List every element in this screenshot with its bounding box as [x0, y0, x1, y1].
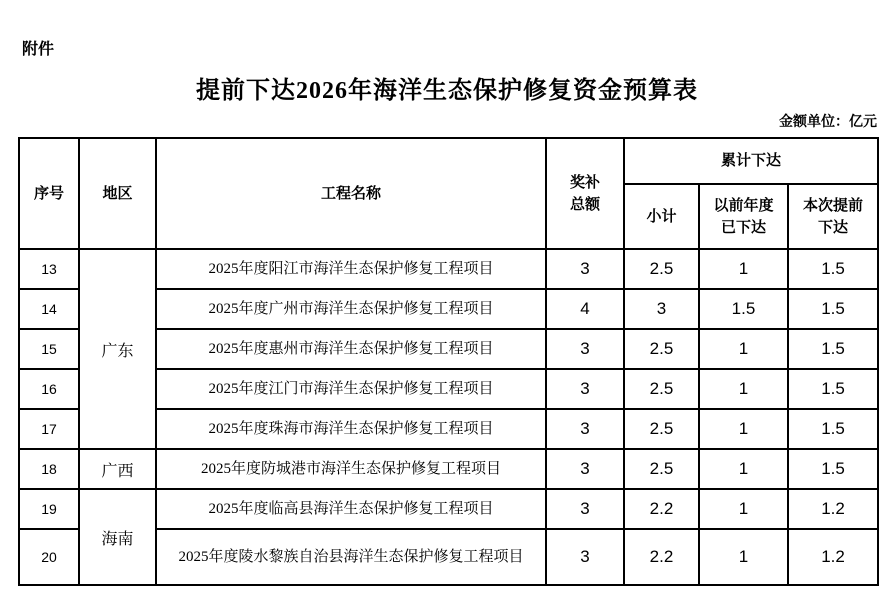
prev-years-cell: 1	[699, 369, 788, 409]
current-advance-cell: 1.5	[788, 449, 878, 489]
index-cell: 16	[19, 369, 79, 409]
current-advance-cell: 1.5	[788, 409, 878, 449]
project-cell: 2025年度陵水黎族自治县海洋生态保护修复工程项目	[156, 529, 546, 585]
current-advance-cell: 1.5	[788, 249, 878, 289]
table-row-18	[19, 449, 878, 489]
subtotal-cell: 2.2	[624, 529, 699, 585]
header-cell-prev-years	[699, 184, 788, 249]
region-cell-hainan: 海南	[79, 489, 156, 585]
prev-years-cell: 1	[699, 529, 788, 585]
index-cell: 20	[19, 529, 79, 585]
project-cell: 2025年度江门市海洋生态保护修复工程项目	[156, 369, 546, 409]
project-cell: 2025年度广州市海洋生态保护修复工程项目	[156, 289, 546, 329]
project-cell: 2025年度防城港市海洋生态保护修复工程项目	[156, 449, 546, 489]
unit-note: 金额单位：亿元	[779, 113, 877, 129]
current-advance-cell: 1.5	[788, 329, 878, 369]
header-cell-award-total	[546, 138, 624, 249]
project-cell: 2025年度阳江市海洋生态保护修复工程项目	[156, 249, 546, 289]
page-title: 提前下达2026年海洋生态保护修复资金预算表	[196, 78, 698, 104]
subtotal-cell: 2.5	[624, 449, 699, 489]
index-cell: 18	[19, 449, 79, 489]
header-cell-project: 工程名称	[156, 138, 546, 249]
award-total-cell: 3	[546, 449, 624, 489]
subtotal-cell: 2.5	[624, 409, 699, 449]
header-cell-prev-years-label: 以前年度已下达	[713, 196, 774, 236]
award-total-cell: 3	[546, 529, 624, 585]
header-cell-index: 序号	[19, 138, 79, 249]
prev-years-cell: 1	[699, 449, 788, 489]
index-cell: 17	[19, 409, 79, 449]
header-cell-subtotal: 小计	[624, 184, 699, 249]
award-total-cell: 3	[546, 249, 624, 289]
project-cell: 2025年度珠海市海洋生态保护修复工程项目	[156, 409, 546, 449]
award-total-cell: 3	[546, 409, 624, 449]
current-advance-cell: 1.2	[788, 489, 878, 529]
subtotal-cell: 2.5	[624, 329, 699, 369]
attachment-label: 附件	[22, 41, 55, 58]
subtotal-cell: 2.5	[624, 249, 699, 289]
header-cell-region: 地区	[79, 138, 156, 249]
header-cell-cumulative: 累计下达	[624, 138, 878, 184]
region-cell-guangdong: 广东	[79, 249, 156, 449]
region-cell-guangxi: 广西	[79, 449, 156, 489]
table-row-19	[19, 489, 878, 529]
subtotal-cell: 2.2	[624, 489, 699, 529]
award-total-cell: 3	[546, 369, 624, 409]
prev-years-cell: 1	[699, 409, 788, 449]
budget-table	[18, 137, 879, 586]
award-total-cell: 3	[546, 329, 624, 369]
header-cell-current-advance-label: 本次提前下达	[802, 196, 863, 236]
project-cell: 2025年度惠州市海洋生态保护修复工程项目	[156, 329, 546, 369]
subtotal-cell: 2.5	[624, 369, 699, 409]
index-cell: 15	[19, 329, 79, 369]
subtotal-cell: 3	[624, 289, 699, 329]
award-total-cell: 3	[546, 489, 624, 529]
header-cell-award-total-label: 奖补总额	[569, 173, 600, 213]
index-cell: 19	[19, 489, 79, 529]
prev-years-cell: 1	[699, 249, 788, 289]
table-row-13	[19, 249, 878, 289]
current-advance-cell: 1.5	[788, 289, 878, 329]
award-total-cell: 4	[546, 289, 624, 329]
index-cell: 13	[19, 249, 79, 289]
project-cell: 2025年度临高县海洋生态保护修复工程项目	[156, 489, 546, 529]
index-cell: 14	[19, 289, 79, 329]
current-advance-cell: 1.2	[788, 529, 878, 585]
prev-years-cell: 1	[699, 489, 788, 529]
header-cell-current-advance	[788, 184, 878, 249]
prev-years-cell: 1	[699, 329, 788, 369]
prev-years-cell: 1.5	[699, 289, 788, 329]
current-advance-cell: 1.5	[788, 369, 878, 409]
header-row-1	[19, 138, 878, 184]
